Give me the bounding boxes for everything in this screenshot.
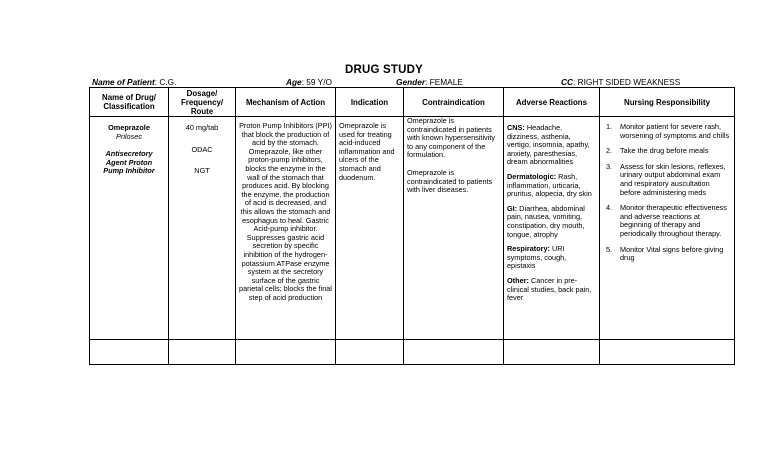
nursing-text: Assess for skin lesions, reflexes, urinary output abdominal exam and respiratory auscultation before administering meds bbox=[620, 161, 726, 197]
dosage-value: 40 mg/tab bbox=[185, 123, 219, 132]
patient-name bbox=[92, 77, 176, 87]
contraindication-text-1: Omeprazole is contraindicated in patients with known hypersensitivity to any component of the formulation. bbox=[407, 116, 496, 160]
adverse-label-cns: CNS: bbox=[507, 123, 525, 132]
nursing-text: Monitor Vital signs before giving drug bbox=[620, 244, 724, 263]
adverse-label-other: Other: bbox=[507, 275, 529, 285]
patient-cc-label: CC bbox=[561, 77, 573, 87]
adverse-label-dermatologic: Dermatologic: bbox=[507, 171, 557, 181]
patient-age bbox=[286, 77, 332, 87]
header-dosage: Dosage/ Frequency/ Route bbox=[169, 88, 236, 117]
table-header-row bbox=[90, 88, 735, 117]
nursing-cell bbox=[600, 117, 735, 340]
patient-cc-value: : RIGHT SIDED WEAKNESS bbox=[572, 77, 681, 87]
adverse-label-gi: GI: bbox=[507, 203, 518, 213]
drug-brand: Prilosec bbox=[116, 131, 142, 141]
drug-classification: Antisecretory Agent Proton Pump Inhibitor bbox=[103, 149, 155, 176]
patient-gender-label: Gender bbox=[396, 77, 426, 87]
patient-gender-value: : FEMALE bbox=[425, 77, 463, 87]
adverse-item bbox=[507, 205, 596, 239]
indication-text: Omeprazole is used for treating acid-induced inflammation and ulcers of the stomach and duodenum. bbox=[339, 121, 395, 182]
drug-name: Omeprazole bbox=[108, 123, 150, 132]
empty-cell bbox=[504, 340, 600, 365]
adverse-label-respiratory: Respiratory: bbox=[507, 244, 550, 254]
header-indication: Indication bbox=[336, 88, 404, 117]
empty-cell bbox=[336, 340, 404, 365]
nursing-list bbox=[604, 123, 730, 263]
list-item bbox=[604, 163, 730, 197]
patient-name-label: Name of Patient bbox=[92, 77, 155, 87]
list-item bbox=[604, 246, 730, 263]
header-drug: Name of Drug/ Classification bbox=[90, 88, 169, 117]
header-adverse: Adverse Reactions bbox=[504, 88, 600, 117]
nursing-text: Monitor patient for severe rash, worsening of symptoms and chills bbox=[620, 122, 730, 140]
nursing-num: 3. bbox=[606, 161, 613, 171]
adverse-text-gi: Diarrhea, abdominal pain, nausea, vomiting, constipation, dry mouth, tongue, atrophy bbox=[507, 203, 585, 239]
list-item bbox=[604, 147, 730, 156]
patient-gender bbox=[396, 77, 463, 87]
frequency-value: ODAC bbox=[191, 144, 213, 154]
list-item bbox=[604, 204, 730, 238]
drug-study-table bbox=[89, 87, 735, 365]
nursing-num: 1. bbox=[606, 122, 613, 131]
adverse-text-cns: Headache, dizziness, asthenia, vertigo, insomnia, apathy, anxiety, paresthesias, dream abnormalities bbox=[507, 123, 590, 167]
adverse-item bbox=[507, 245, 596, 271]
header-contraindication: Contraindication bbox=[404, 88, 504, 117]
empty-cell bbox=[90, 340, 169, 365]
empty-cell bbox=[236, 340, 336, 365]
adverse-text-respiratory: URI symptoms, cough, epistaxis bbox=[507, 244, 567, 271]
empty-cell bbox=[169, 340, 236, 365]
adverse-text-dermatologic: Rash, inflammation, urticaria, pruritus, alopecia, dry skin bbox=[507, 171, 592, 199]
indication-cell bbox=[336, 117, 404, 340]
adverse-item bbox=[507, 277, 596, 303]
adverse-item bbox=[507, 173, 596, 199]
mechanism-text: Proton Pump Inhibitors (PPI) that block the production of acid by the stomach. Omeprazole, like other proton-pump inhibitors, blocks the enzyme in the wall of the stomach that produces acid. By blocking the enzyme, the production of acid is decreased, and this allows the stomach and esophagus to heal. Gastric Acid-pump inhibitor. Suppresses gastric acid secretion by specific inhibition of the hydrogen-potassium ATPase enzyme system at the secretory surface of the gastric parietal cells; blocks the final step of acid production bbox=[239, 121, 332, 302]
nursing-num: 2. bbox=[606, 146, 613, 156]
header-nursing: Nursing Responsibility bbox=[600, 88, 735, 117]
adverse-cell bbox=[504, 117, 600, 340]
drug-cell bbox=[90, 117, 169, 340]
patient-age-value: : 59 Y/O bbox=[301, 77, 332, 87]
contraindication-text-2: Omeprazole is contraindicated to patients with liver diseases. bbox=[407, 167, 493, 195]
patient-name-value: : C.G. bbox=[154, 77, 177, 87]
nursing-num: 4. bbox=[606, 203, 613, 213]
header-mechanism: Mechanism of Action bbox=[236, 88, 336, 117]
mechanism-cell bbox=[236, 117, 336, 340]
patient-age-label: Age bbox=[286, 77, 302, 87]
nursing-text: Take the drug before meals bbox=[620, 146, 709, 156]
dosage-cell bbox=[169, 117, 236, 340]
list-item bbox=[604, 123, 730, 140]
nursing-num: 5. bbox=[606, 244, 613, 254]
table-row-empty bbox=[90, 340, 735, 365]
table-row bbox=[90, 117, 735, 340]
nursing-text: Monitor therapeutic effectiveness and adverse reactions at beginning of therapy and periodically throughout therapy. bbox=[620, 203, 727, 238]
empty-cell bbox=[404, 340, 504, 365]
empty-cell bbox=[600, 340, 735, 365]
adverse-item bbox=[507, 124, 596, 167]
patient-cc bbox=[561, 77, 680, 87]
route-value: NGT bbox=[194, 166, 210, 176]
contraindication-cell bbox=[404, 117, 504, 340]
document-title: DRUG STUDY bbox=[344, 64, 424, 76]
adverse-text-other: Cancer in pre-clinical studies, back pain, fever bbox=[507, 275, 592, 303]
